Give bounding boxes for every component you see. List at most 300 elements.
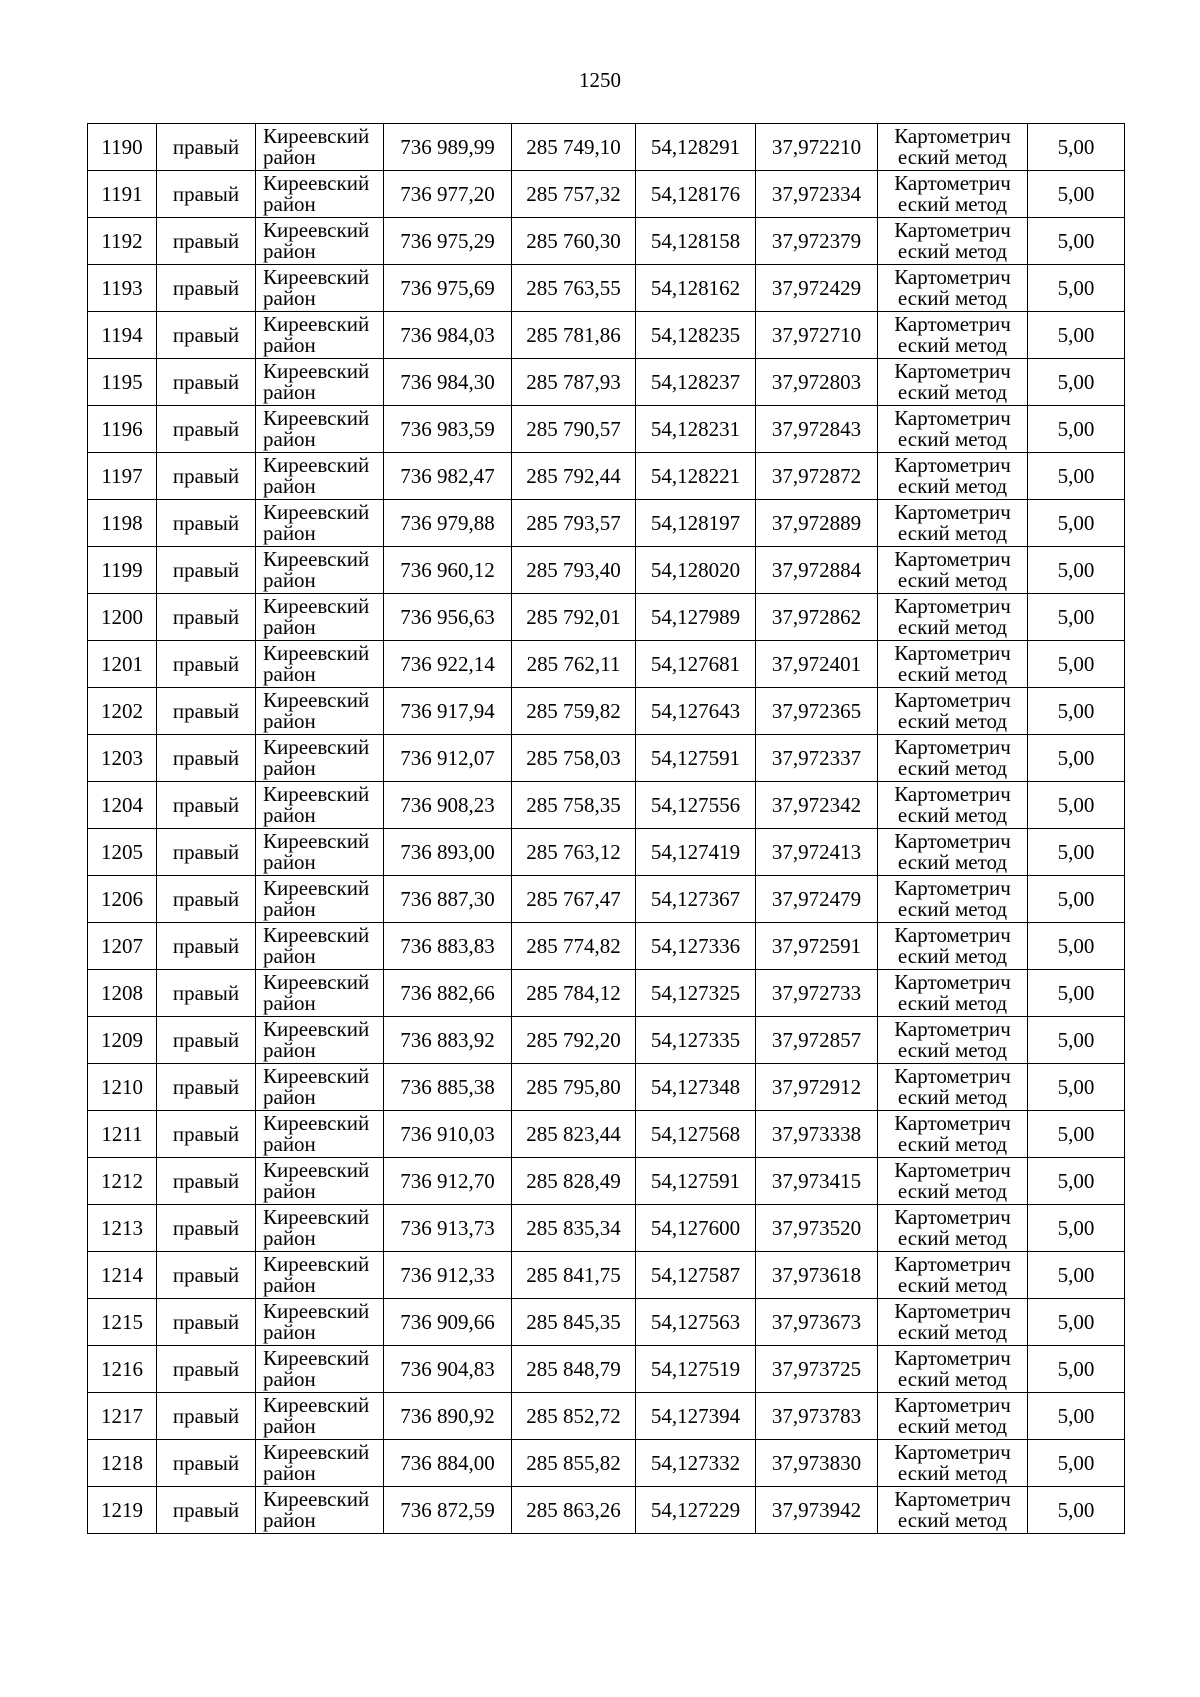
point-number-cell: 1201 bbox=[88, 641, 157, 688]
table-row bbox=[88, 1111, 1125, 1158]
district-cell bbox=[256, 923, 384, 970]
longitude-cell: 37,972857 bbox=[756, 1017, 878, 1064]
method-line-2: еский метод bbox=[897, 192, 1008, 216]
district-line-2: район bbox=[263, 991, 316, 1015]
method-cell bbox=[878, 406, 1028, 453]
x-coordinate-cell: 736 884,00 bbox=[384, 1440, 512, 1487]
method-line-1: Картометрич bbox=[894, 782, 1011, 806]
y-coordinate-cell: 285 855,82 bbox=[512, 1440, 636, 1487]
point-number-cell: 1202 bbox=[88, 688, 157, 735]
district-cell bbox=[256, 1440, 384, 1487]
longitude-cell: 37,972803 bbox=[756, 359, 878, 406]
point-number-cell: 1206 bbox=[88, 876, 157, 923]
district-line-1: Киреевский bbox=[263, 265, 370, 289]
method-line-2: еский метод bbox=[897, 474, 1008, 498]
x-coordinate-cell: 736 883,92 bbox=[384, 1017, 512, 1064]
method-line-2: еский метод bbox=[897, 521, 1008, 545]
district-cell bbox=[256, 829, 384, 876]
method-line-1: Картометрич bbox=[894, 547, 1011, 571]
side-cell: правый bbox=[157, 1487, 256, 1534]
x-coordinate-cell: 736 909,66 bbox=[384, 1299, 512, 1346]
point-number-cell: 1216 bbox=[88, 1346, 157, 1393]
y-coordinate-cell: 285 749,10 bbox=[512, 124, 636, 171]
district-line-2: район bbox=[263, 944, 316, 968]
side-cell: правый bbox=[157, 829, 256, 876]
method-cell bbox=[878, 265, 1028, 312]
side-cell: правый bbox=[157, 782, 256, 829]
y-coordinate-cell: 285 763,12 bbox=[512, 829, 636, 876]
point-number-cell: 1203 bbox=[88, 735, 157, 782]
accuracy-cell: 5,00 bbox=[1028, 453, 1125, 500]
accuracy-cell: 5,00 bbox=[1028, 1346, 1125, 1393]
x-coordinate-cell: 736 989,99 bbox=[384, 124, 512, 171]
table-row bbox=[88, 1299, 1125, 1346]
district-line-2: район bbox=[263, 1226, 316, 1250]
longitude-cell: 37,973673 bbox=[756, 1299, 878, 1346]
table-row bbox=[88, 1017, 1125, 1064]
x-coordinate-cell: 736 982,47 bbox=[384, 453, 512, 500]
side-cell: правый bbox=[157, 500, 256, 547]
y-coordinate-cell: 285 793,57 bbox=[512, 500, 636, 547]
accuracy-cell: 5,00 bbox=[1028, 1158, 1125, 1205]
accuracy-cell: 5,00 bbox=[1028, 406, 1125, 453]
coordinates-table bbox=[87, 123, 1125, 1534]
method-line-1: Картометрич bbox=[894, 1440, 1011, 1464]
side-cell: правый bbox=[157, 359, 256, 406]
latitude-cell: 54,127336 bbox=[636, 923, 756, 970]
y-coordinate-cell: 285 787,93 bbox=[512, 359, 636, 406]
district-cell bbox=[256, 1158, 384, 1205]
side-cell: правый bbox=[157, 171, 256, 218]
point-number-cell: 1199 bbox=[88, 547, 157, 594]
accuracy-cell: 5,00 bbox=[1028, 688, 1125, 735]
district-line-2: район bbox=[263, 1273, 316, 1297]
x-coordinate-cell: 736 979,88 bbox=[384, 500, 512, 547]
y-coordinate-cell: 285 760,30 bbox=[512, 218, 636, 265]
method-line-1: Картометрич bbox=[894, 688, 1011, 712]
district-cell bbox=[256, 171, 384, 218]
method-line-1: Картометрич bbox=[894, 1158, 1011, 1182]
district-line-1: Киреевский bbox=[263, 406, 370, 430]
district-line-1: Киреевский bbox=[263, 782, 370, 806]
y-coordinate-cell: 285 828,49 bbox=[512, 1158, 636, 1205]
district-line-1: Киреевский bbox=[263, 970, 370, 994]
side-cell: правый bbox=[157, 923, 256, 970]
method-line-2: еский метод bbox=[897, 380, 1008, 404]
latitude-cell: 54,127681 bbox=[636, 641, 756, 688]
longitude-cell: 37,972884 bbox=[756, 547, 878, 594]
district-cell bbox=[256, 312, 384, 359]
district-line-1: Киреевский bbox=[263, 547, 370, 571]
latitude-cell: 54,127394 bbox=[636, 1393, 756, 1440]
method-cell bbox=[878, 1299, 1028, 1346]
y-coordinate-cell: 285 845,35 bbox=[512, 1299, 636, 1346]
method-line-1: Картометрич bbox=[894, 1487, 1011, 1511]
y-coordinate-cell: 285 795,80 bbox=[512, 1064, 636, 1111]
method-cell bbox=[878, 923, 1028, 970]
longitude-cell: 37,972912 bbox=[756, 1064, 878, 1111]
side-cell: правый bbox=[157, 124, 256, 171]
latitude-cell: 54,127600 bbox=[636, 1205, 756, 1252]
latitude-cell: 54,128162 bbox=[636, 265, 756, 312]
district-line-1: Киреевский bbox=[263, 641, 370, 665]
y-coordinate-cell: 285 823,44 bbox=[512, 1111, 636, 1158]
method-line-2: еский метод bbox=[897, 1367, 1008, 1391]
side-cell: правый bbox=[157, 265, 256, 312]
point-number-cell: 1195 bbox=[88, 359, 157, 406]
district-cell bbox=[256, 500, 384, 547]
district-line-1: Киреевский bbox=[263, 1017, 370, 1041]
district-line-2: район bbox=[263, 615, 316, 639]
district-line-1: Киреевский bbox=[263, 1393, 370, 1417]
latitude-cell: 54,127335 bbox=[636, 1017, 756, 1064]
point-number-cell: 1210 bbox=[88, 1064, 157, 1111]
district-line-1: Киреевский bbox=[263, 359, 370, 383]
district-cell bbox=[256, 359, 384, 406]
y-coordinate-cell: 285 763,55 bbox=[512, 265, 636, 312]
district-cell bbox=[256, 876, 384, 923]
method-line-2: еский метод bbox=[897, 991, 1008, 1015]
district-cell bbox=[256, 594, 384, 641]
district-line-1: Киреевский bbox=[263, 923, 370, 947]
side-cell: правый bbox=[157, 1017, 256, 1064]
method-line-1: Картометрич bbox=[894, 876, 1011, 900]
x-coordinate-cell: 736 983,59 bbox=[384, 406, 512, 453]
district-line-1: Киреевский bbox=[263, 594, 370, 618]
accuracy-cell: 5,00 bbox=[1028, 1487, 1125, 1534]
longitude-cell: 37,972401 bbox=[756, 641, 878, 688]
table-row bbox=[88, 359, 1125, 406]
point-number-cell: 1208 bbox=[88, 970, 157, 1017]
longitude-cell: 37,972710 bbox=[756, 312, 878, 359]
point-number-cell: 1198 bbox=[88, 500, 157, 547]
method-line-2: еский метод bbox=[897, 1320, 1008, 1344]
latitude-cell: 54,128291 bbox=[636, 124, 756, 171]
point-number-cell: 1212 bbox=[88, 1158, 157, 1205]
x-coordinate-cell: 736 887,30 bbox=[384, 876, 512, 923]
method-cell bbox=[878, 1017, 1028, 1064]
accuracy-cell: 5,00 bbox=[1028, 1017, 1125, 1064]
method-line-1: Картометрич bbox=[894, 641, 1011, 665]
district-line-2: район bbox=[263, 1038, 316, 1062]
table-row bbox=[88, 547, 1125, 594]
table-row bbox=[88, 406, 1125, 453]
method-cell bbox=[878, 1064, 1028, 1111]
method-line-1: Картометрич bbox=[894, 453, 1011, 477]
longitude-cell: 37,973338 bbox=[756, 1111, 878, 1158]
longitude-cell: 37,972342 bbox=[756, 782, 878, 829]
district-cell bbox=[256, 1205, 384, 1252]
longitude-cell: 37,972334 bbox=[756, 171, 878, 218]
longitude-cell: 37,973618 bbox=[756, 1252, 878, 1299]
district-line-2: район bbox=[263, 1508, 316, 1532]
district-line-1: Киреевский bbox=[263, 1205, 370, 1229]
x-coordinate-cell: 736 882,66 bbox=[384, 970, 512, 1017]
district-line-1: Киреевский bbox=[263, 1064, 370, 1088]
table-row bbox=[88, 1205, 1125, 1252]
district-line-1: Киреевский bbox=[263, 688, 370, 712]
district-line-1: Киреевский bbox=[263, 829, 370, 853]
y-coordinate-cell: 285 841,75 bbox=[512, 1252, 636, 1299]
method-line-1: Картометрич bbox=[894, 406, 1011, 430]
latitude-cell: 54,128221 bbox=[636, 453, 756, 500]
point-number-cell: 1214 bbox=[88, 1252, 157, 1299]
district-line-2: район bbox=[263, 145, 316, 169]
y-coordinate-cell: 285 792,01 bbox=[512, 594, 636, 641]
longitude-cell: 37,972379 bbox=[756, 218, 878, 265]
district-line-2: район bbox=[263, 1414, 316, 1438]
x-coordinate-cell: 736 910,03 bbox=[384, 1111, 512, 1158]
point-number-cell: 1197 bbox=[88, 453, 157, 500]
accuracy-cell: 5,00 bbox=[1028, 1252, 1125, 1299]
y-coordinate-cell: 285 792,20 bbox=[512, 1017, 636, 1064]
side-cell: правый bbox=[157, 547, 256, 594]
x-coordinate-cell: 736 975,69 bbox=[384, 265, 512, 312]
district-line-2: район bbox=[263, 803, 316, 827]
latitude-cell: 54,127348 bbox=[636, 1064, 756, 1111]
district-line-1: Киреевский bbox=[263, 1487, 370, 1511]
side-cell: правый bbox=[157, 735, 256, 782]
method-line-1: Картометрич bbox=[894, 171, 1011, 195]
method-line-2: еский метод bbox=[897, 568, 1008, 592]
y-coordinate-cell: 285 762,11 bbox=[512, 641, 636, 688]
longitude-cell: 37,972843 bbox=[756, 406, 878, 453]
point-number-cell: 1193 bbox=[88, 265, 157, 312]
point-number-cell: 1192 bbox=[88, 218, 157, 265]
accuracy-cell: 5,00 bbox=[1028, 171, 1125, 218]
x-coordinate-cell: 736 912,33 bbox=[384, 1252, 512, 1299]
district-line-2: район bbox=[263, 333, 316, 357]
accuracy-cell: 5,00 bbox=[1028, 218, 1125, 265]
latitude-cell: 54,127643 bbox=[636, 688, 756, 735]
method-line-1: Картометрич bbox=[894, 312, 1011, 336]
method-line-2: еский метод bbox=[897, 944, 1008, 968]
point-number-cell: 1190 bbox=[88, 124, 157, 171]
method-line-2: еский метод bbox=[897, 286, 1008, 310]
method-line-2: еский метод bbox=[897, 803, 1008, 827]
method-line-2: еский метод bbox=[897, 1508, 1008, 1532]
side-cell: правый bbox=[157, 688, 256, 735]
longitude-cell: 37,973520 bbox=[756, 1205, 878, 1252]
x-coordinate-cell: 736 872,59 bbox=[384, 1487, 512, 1534]
district-line-1: Киреевский bbox=[263, 1111, 370, 1135]
table-row bbox=[88, 218, 1125, 265]
x-coordinate-cell: 736 977,20 bbox=[384, 171, 512, 218]
longitude-cell: 37,972889 bbox=[756, 500, 878, 547]
method-cell bbox=[878, 547, 1028, 594]
method-line-1: Картометрич bbox=[894, 500, 1011, 524]
method-line-1: Картометрич bbox=[894, 829, 1011, 853]
method-cell bbox=[878, 641, 1028, 688]
district-line-2: район bbox=[263, 1132, 316, 1156]
table-row bbox=[88, 688, 1125, 735]
accuracy-cell: 5,00 bbox=[1028, 829, 1125, 876]
point-number-cell: 1218 bbox=[88, 1440, 157, 1487]
method-line-1: Картометрич bbox=[894, 923, 1011, 947]
accuracy-cell: 5,00 bbox=[1028, 124, 1125, 171]
district-line-1: Киреевский bbox=[263, 1440, 370, 1464]
point-number-cell: 1196 bbox=[88, 406, 157, 453]
method-line-2: еский метод bbox=[897, 1179, 1008, 1203]
method-line-1: Картометрич bbox=[894, 970, 1011, 994]
method-line-1: Картометрич bbox=[894, 265, 1011, 289]
y-coordinate-cell: 285 852,72 bbox=[512, 1393, 636, 1440]
point-number-cell: 1191 bbox=[88, 171, 157, 218]
table-row bbox=[88, 1346, 1125, 1393]
district-cell bbox=[256, 641, 384, 688]
method-cell bbox=[878, 500, 1028, 547]
district-line-2: район bbox=[263, 568, 316, 592]
method-cell bbox=[878, 171, 1028, 218]
district-cell bbox=[256, 453, 384, 500]
latitude-cell: 54,127332 bbox=[636, 1440, 756, 1487]
district-cell bbox=[256, 218, 384, 265]
method-line-2: еский метод bbox=[897, 1414, 1008, 1438]
side-cell: правый bbox=[157, 1111, 256, 1158]
table-row bbox=[88, 171, 1125, 218]
side-cell: правый bbox=[157, 1346, 256, 1393]
y-coordinate-cell: 285 790,57 bbox=[512, 406, 636, 453]
side-cell: правый bbox=[157, 1299, 256, 1346]
district-cell bbox=[256, 1111, 384, 1158]
district-cell bbox=[256, 735, 384, 782]
method-line-1: Картометрич bbox=[894, 1346, 1011, 1370]
district-cell bbox=[256, 1252, 384, 1299]
y-coordinate-cell: 285 835,34 bbox=[512, 1205, 636, 1252]
method-line-2: еский метод bbox=[897, 850, 1008, 874]
district-line-1: Киреевский bbox=[263, 1252, 370, 1276]
latitude-cell: 54,127556 bbox=[636, 782, 756, 829]
latitude-cell: 54,127568 bbox=[636, 1111, 756, 1158]
latitude-cell: 54,127367 bbox=[636, 876, 756, 923]
side-cell: правый bbox=[157, 1440, 256, 1487]
table-row bbox=[88, 829, 1125, 876]
district-line-2: район bbox=[263, 474, 316, 498]
accuracy-cell: 5,00 bbox=[1028, 1440, 1125, 1487]
method-cell bbox=[878, 124, 1028, 171]
method-cell bbox=[878, 1252, 1028, 1299]
district-line-2: район bbox=[263, 192, 316, 216]
district-cell bbox=[256, 1487, 384, 1534]
district-line-2: район bbox=[263, 1320, 316, 1344]
table-row bbox=[88, 641, 1125, 688]
latitude-cell: 54,127591 bbox=[636, 1158, 756, 1205]
y-coordinate-cell: 285 758,03 bbox=[512, 735, 636, 782]
longitude-cell: 37,972413 bbox=[756, 829, 878, 876]
method-line-2: еский метод bbox=[897, 615, 1008, 639]
method-line-2: еский метод bbox=[897, 897, 1008, 921]
method-line-2: еский метод bbox=[897, 239, 1008, 263]
longitude-cell: 37,972872 bbox=[756, 453, 878, 500]
district-cell bbox=[256, 1346, 384, 1393]
district-cell bbox=[256, 547, 384, 594]
method-cell bbox=[878, 453, 1028, 500]
longitude-cell: 37,972479 bbox=[756, 876, 878, 923]
method-line-2: еский метод bbox=[897, 1273, 1008, 1297]
x-coordinate-cell: 736 975,29 bbox=[384, 218, 512, 265]
point-number-cell: 1205 bbox=[88, 829, 157, 876]
method-line-2: еский метод bbox=[897, 1132, 1008, 1156]
method-cell bbox=[878, 1393, 1028, 1440]
latitude-cell: 54,128176 bbox=[636, 171, 756, 218]
side-cell: правый bbox=[157, 406, 256, 453]
side-cell: правый bbox=[157, 1158, 256, 1205]
accuracy-cell: 5,00 bbox=[1028, 641, 1125, 688]
latitude-cell: 54,128235 bbox=[636, 312, 756, 359]
method-line-2: еский метод bbox=[897, 427, 1008, 451]
accuracy-cell: 5,00 bbox=[1028, 876, 1125, 923]
table-row bbox=[88, 594, 1125, 641]
district-line-2: район bbox=[263, 662, 316, 686]
district-cell bbox=[256, 124, 384, 171]
method-cell bbox=[878, 312, 1028, 359]
x-coordinate-cell: 736 913,73 bbox=[384, 1205, 512, 1252]
longitude-cell: 37,972337 bbox=[756, 735, 878, 782]
point-number-cell: 1215 bbox=[88, 1299, 157, 1346]
page-number: 1250 bbox=[579, 68, 621, 92]
latitude-cell: 54,127519 bbox=[636, 1346, 756, 1393]
table-row bbox=[88, 1440, 1125, 1487]
accuracy-cell: 5,00 bbox=[1028, 782, 1125, 829]
method-line-2: еский метод bbox=[897, 333, 1008, 357]
latitude-cell: 54,128237 bbox=[636, 359, 756, 406]
y-coordinate-cell: 285 757,32 bbox=[512, 171, 636, 218]
side-cell: правый bbox=[157, 970, 256, 1017]
method-cell bbox=[878, 688, 1028, 735]
method-line-1: Картометрич bbox=[894, 1393, 1011, 1417]
side-cell: правый bbox=[157, 312, 256, 359]
accuracy-cell: 5,00 bbox=[1028, 1111, 1125, 1158]
table-row bbox=[88, 1393, 1125, 1440]
x-coordinate-cell: 736 984,03 bbox=[384, 312, 512, 359]
accuracy-cell: 5,00 bbox=[1028, 500, 1125, 547]
method-cell bbox=[878, 1158, 1028, 1205]
table-row bbox=[88, 124, 1125, 171]
latitude-cell: 54,127587 bbox=[636, 1252, 756, 1299]
x-coordinate-cell: 736 908,23 bbox=[384, 782, 512, 829]
table-row bbox=[88, 500, 1125, 547]
district-line-1: Киреевский bbox=[263, 500, 370, 524]
district-cell bbox=[256, 970, 384, 1017]
latitude-cell: 54,127229 bbox=[636, 1487, 756, 1534]
x-coordinate-cell: 736 917,94 bbox=[384, 688, 512, 735]
method-line-1: Картометрич bbox=[894, 124, 1011, 148]
table-row bbox=[88, 735, 1125, 782]
table-row bbox=[88, 1064, 1125, 1111]
district-line-1: Киреевский bbox=[263, 453, 370, 477]
method-line-2: еский метод bbox=[897, 1226, 1008, 1250]
side-cell: правый bbox=[157, 218, 256, 265]
district-line-2: район bbox=[263, 427, 316, 451]
accuracy-cell: 5,00 bbox=[1028, 547, 1125, 594]
side-cell: правый bbox=[157, 1064, 256, 1111]
district-line-2: район bbox=[263, 897, 316, 921]
y-coordinate-cell: 285 863,26 bbox=[512, 1487, 636, 1534]
longitude-cell: 37,972429 bbox=[756, 265, 878, 312]
side-cell: правый bbox=[157, 1393, 256, 1440]
latitude-cell: 54,128197 bbox=[636, 500, 756, 547]
method-line-1: Картометрич bbox=[894, 359, 1011, 383]
accuracy-cell: 5,00 bbox=[1028, 735, 1125, 782]
district-line-1: Киреевский bbox=[263, 1158, 370, 1182]
table-row bbox=[88, 923, 1125, 970]
district-line-2: район bbox=[263, 286, 316, 310]
accuracy-cell: 5,00 bbox=[1028, 312, 1125, 359]
longitude-cell: 37,972862 bbox=[756, 594, 878, 641]
table-row bbox=[88, 265, 1125, 312]
y-coordinate-cell: 285 774,82 bbox=[512, 923, 636, 970]
district-cell bbox=[256, 1393, 384, 1440]
